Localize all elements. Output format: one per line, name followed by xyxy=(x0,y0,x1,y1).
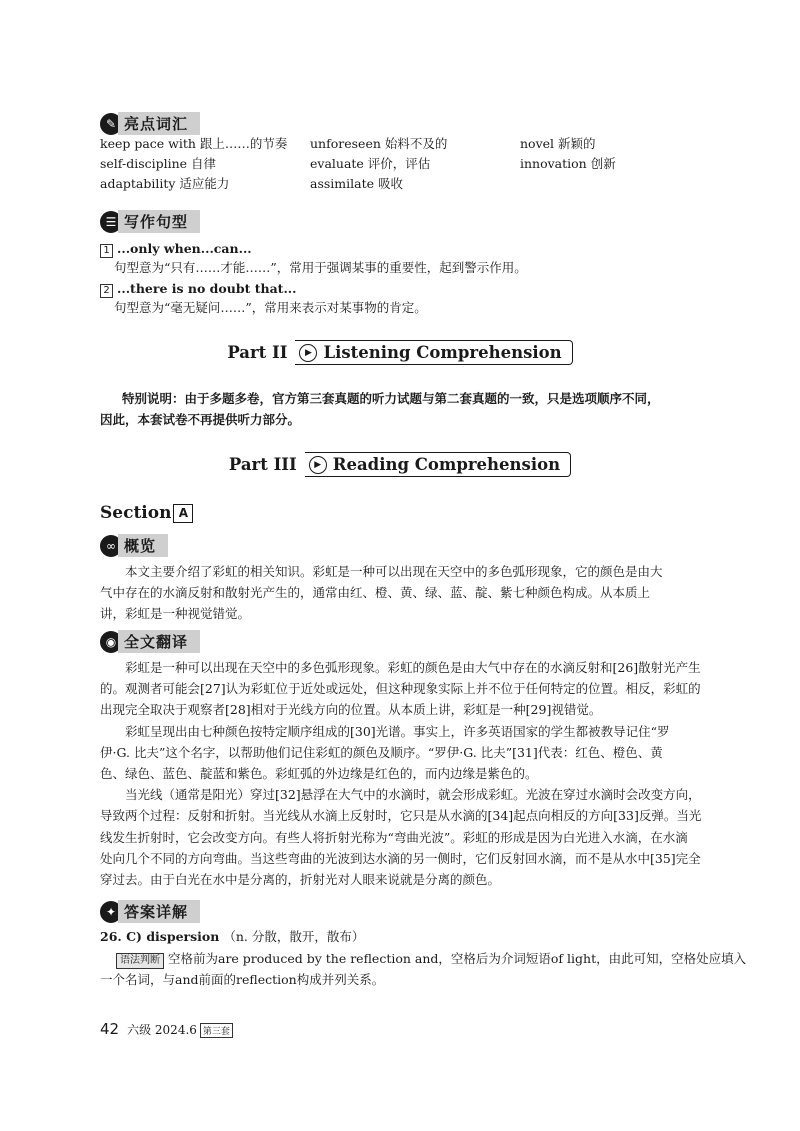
overview-title: 概览 xyxy=(118,534,168,557)
overview-paragraph xyxy=(100,561,712,624)
q26-answer: 26. C) dispersion xyxy=(100,929,220,944)
arrow-right-icon: ▶ xyxy=(309,456,327,474)
vocab-item: novel 新颖的 xyxy=(520,136,596,151)
translation-title: 全文翻译 xyxy=(118,630,200,653)
vocab-list xyxy=(100,135,700,193)
translation-heading xyxy=(100,630,200,653)
vocab-item: keep pace with 跟上……的节奏 xyxy=(100,136,288,151)
document-icon: ✎ xyxy=(100,113,122,135)
pattern-2-explanation: 句型意为“毫无疑问……”，常用来表示对某事物的肯定。 xyxy=(114,300,427,315)
pattern-text: ...only when...can... xyxy=(117,241,252,256)
pattern-1 xyxy=(100,240,252,258)
vocab-heading xyxy=(100,112,200,135)
q26-explanation-2: 一个名词，与and前面的reflection构成并列关系。 xyxy=(100,972,385,987)
section-letter: A xyxy=(173,504,193,523)
part-3-heading xyxy=(0,452,800,477)
answers-heading xyxy=(100,900,200,923)
writing-heading xyxy=(100,210,200,233)
lightbulb-icon: ✦ xyxy=(100,901,122,923)
page-footer xyxy=(100,1020,233,1038)
overview-heading xyxy=(100,534,168,557)
grammar-tag: 语法判断 xyxy=(116,953,164,969)
chat-icon: ◉ xyxy=(100,631,122,653)
translation-line: 导致两个过程：反射和折射。当光线从水滴上反射时，它只是从水滴的[34]起点向相反的方向[33]反弹。当光 xyxy=(100,808,702,824)
translation-line: 出现完全取决于观察者[28]相对于光线方向的位置。从本质上讲，彩虹是一种[29]视错觉。 xyxy=(100,702,602,718)
translation-line: 处向几个不同的方向弯曲。当这些弯曲的光波到达水滴的另一侧时，它们反射回水滴，而不是从水中[35]完全 xyxy=(100,850,701,866)
vocab-item: assimilate 吸收 xyxy=(310,176,403,191)
section-heading xyxy=(100,503,193,523)
part-label: Part III xyxy=(228,455,297,474)
vocab-item: innovation 创新 xyxy=(520,156,616,171)
part-title-box xyxy=(305,452,571,477)
section-label: Section xyxy=(100,503,172,523)
pattern-text: ...there is no doubt that... xyxy=(117,281,297,296)
part-label: Part II xyxy=(227,343,288,362)
special-note-line2: 因此，本套试卷不再提供听力部分。 xyxy=(100,412,301,427)
q26-explanation-1 xyxy=(116,950,746,969)
page-number: 42 xyxy=(100,1020,120,1038)
translation-line: 当光线（通常是阳光）穿过[32]悬浮在大气中的水滴时，就会形成彩虹。光波在穿过水滴时会改变方向， xyxy=(125,787,701,803)
translation-line: 穿过去。由于白光在水中是分离的，折射光对人眼来说就是分离的颜色。 xyxy=(100,872,501,888)
vocab-item: unforeseen 始料不及的 xyxy=(310,136,448,151)
q26-heading xyxy=(100,928,364,946)
overview-line: 气中存在的水滴反射和散射光产生的，通常由红、橙、黄、绿、蓝、靛、紫七种颜色构成。从本质上 xyxy=(100,585,651,600)
translation-line: 伊·G. 比夫”这个名字，以帮助他们记住彩虹的颜色及顺序。“罗伊·G. 比夫”[31]代表：红色、橙色、黄 xyxy=(100,744,663,760)
glasses-icon: ∞ xyxy=(100,535,122,557)
overview-line: 讲，彩虹是一种视觉错觉。 xyxy=(100,606,251,621)
part-2-heading xyxy=(0,340,800,365)
exam-label: 六级 2024.6 xyxy=(127,1023,197,1037)
overview-line: 本文主要介绍了彩虹的相关知识。彩虹是一种可以出现在天空中的多色弧形现象，它的颜色是由大 xyxy=(125,564,663,579)
pattern-1-explanation: 句型意为“只有……才能……”，常用于强调某事的重要性，起到警示作用。 xyxy=(114,260,527,275)
pattern-number: 2 xyxy=(100,284,113,298)
pattern-2 xyxy=(100,280,297,298)
vocab-item: adaptability 适应能力 xyxy=(100,176,230,191)
translation-line: 彩虹是一种可以出现在天空中的多色弧形现象。彩虹的颜色是由大气中存在的水滴反射和[26]散射光产生 xyxy=(125,660,701,675)
translation-line: 彩虹呈现出由七种颜色按特定顺序组成的[30]光谱。事实上，许多英语国家的学生都被教导记住“罗 xyxy=(125,723,670,739)
part-title: Reading Comprehension xyxy=(332,455,561,474)
notebook-icon: ☰ xyxy=(100,211,122,233)
vocab-item: evaluate 评价，评估 xyxy=(310,156,431,171)
vocab-item: self-discipline 自律 xyxy=(100,156,217,171)
answers-title: 答案详解 xyxy=(118,900,200,923)
translation-line: 线发生折射时，它会改变方向。有些人将折射光称为“弯曲光波”。彩虹的形成是因为白光进入水滴，在水滴 xyxy=(100,829,688,845)
translation-line: 色、绿色、蓝色、靛蓝和紫色。彩虹弧的外边缘是红色的，而内边缘是紫色的。 xyxy=(100,766,538,782)
vocab-title: 亮点词汇 xyxy=(118,112,200,135)
arrow-right-icon: ▶ xyxy=(299,344,317,362)
special-note-line1: 特别说明：由于多题多卷，官方第三套真题的听力试题与第二套真题的一致，只是选项顺序不同， xyxy=(122,391,660,406)
translation-line: 的。观测者可能会[27]认为彩虹位于近处或远处，但这种现象实际上并不位于任何特定的位置。相反，彩虹的 xyxy=(100,681,701,697)
part-title-box xyxy=(295,340,572,365)
edition-badge: 第三套 xyxy=(200,1023,233,1038)
pattern-number: 1 xyxy=(100,244,113,258)
q26-line1: 空格前为are produced by the reflection and，空格后为介词短语of light，由此可知，空格处应填入 xyxy=(168,951,747,966)
writing-title: 写作句型 xyxy=(118,210,200,233)
q26-gloss: （n. 分散，散开，散布） xyxy=(223,929,365,944)
translation-paragraph xyxy=(100,657,712,890)
part-title: Listening Comprehension xyxy=(323,343,562,362)
